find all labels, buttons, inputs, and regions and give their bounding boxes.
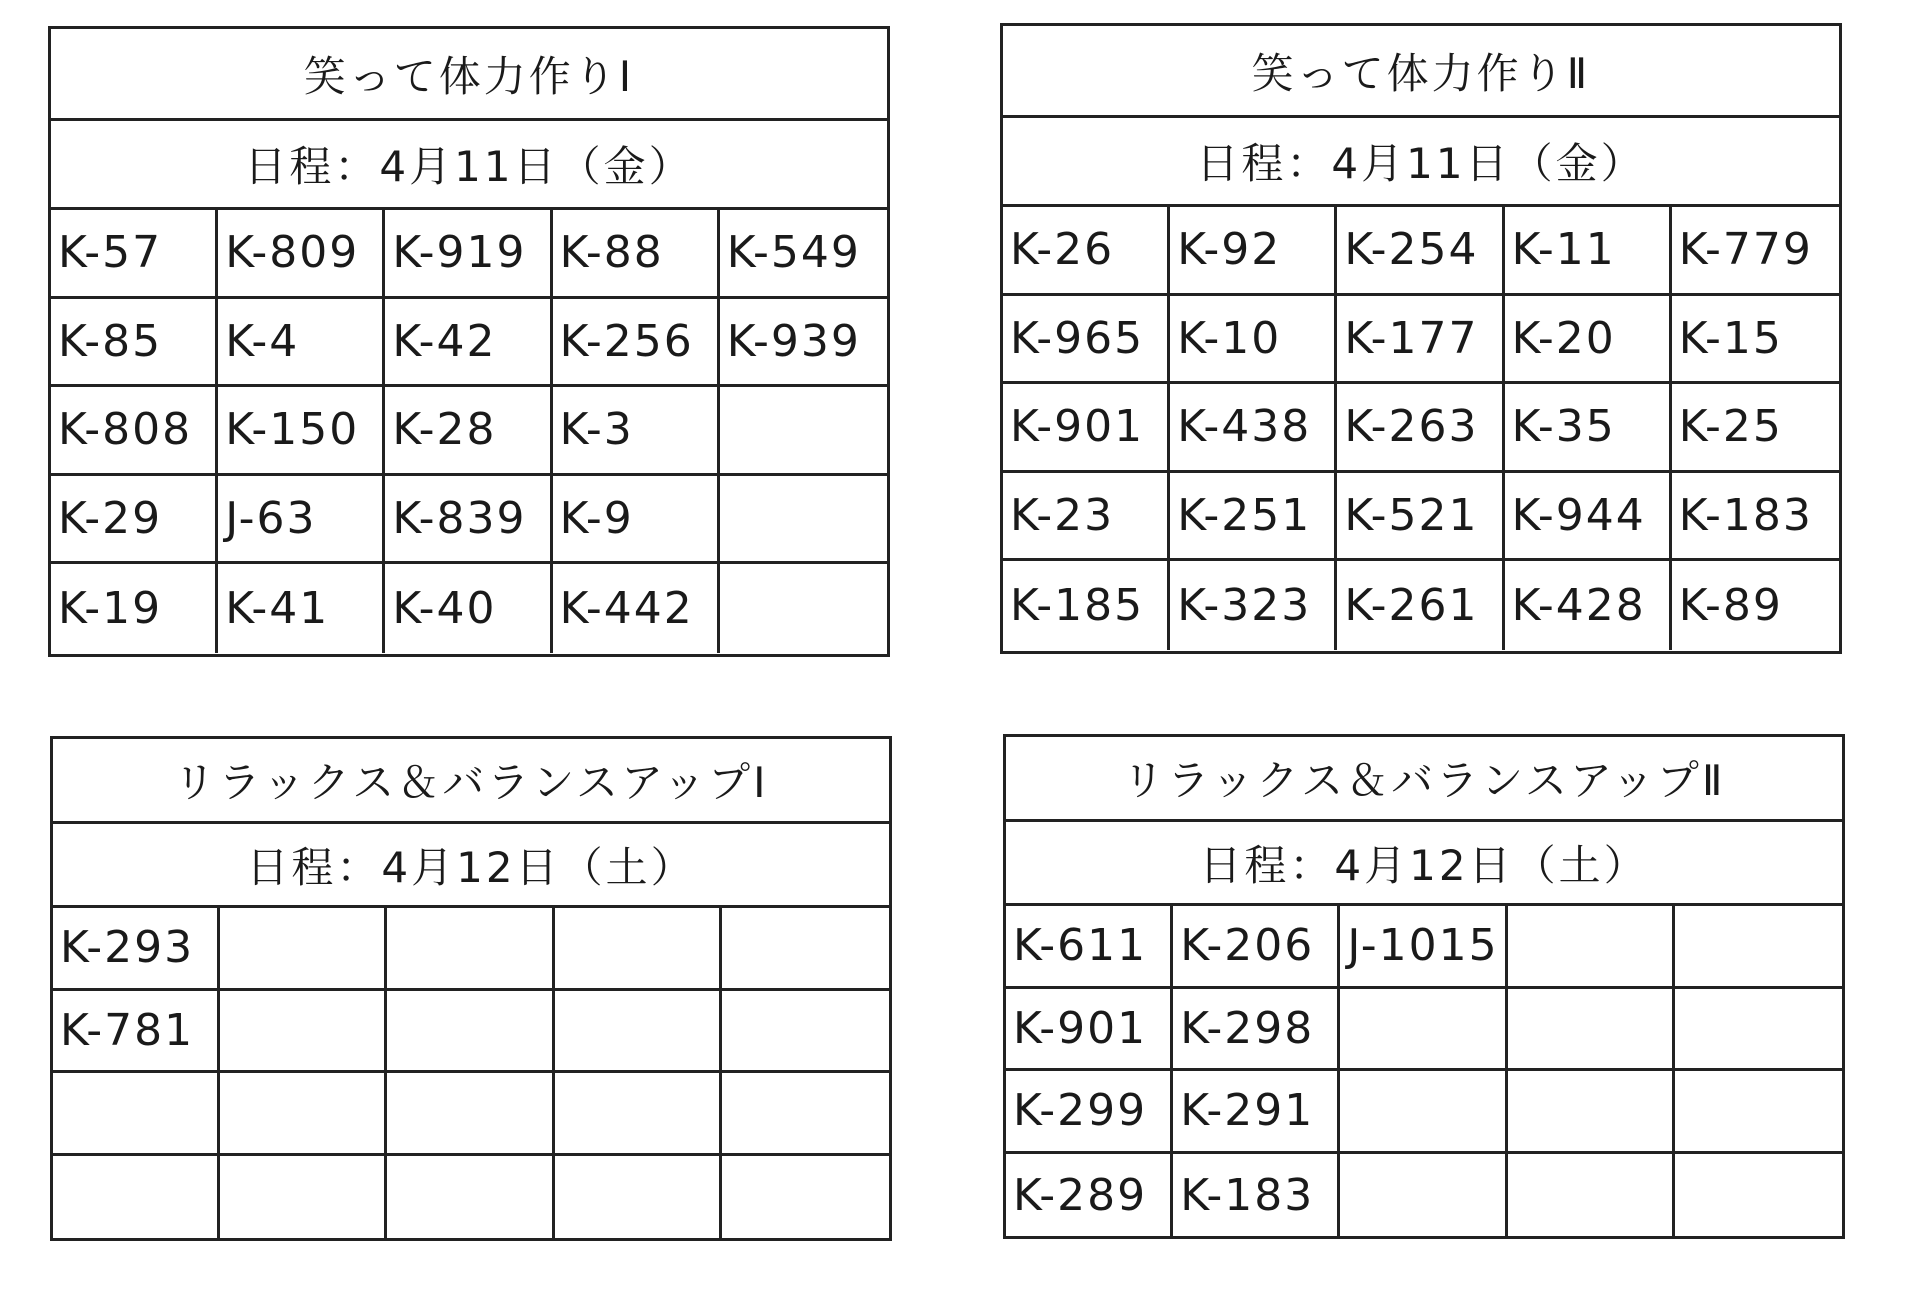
table-cell xyxy=(387,908,554,991)
table-cell: K-549 xyxy=(720,210,887,299)
table-cell: K-89 xyxy=(1678,580,1783,632)
table-schedule: 日程：4月12日（土） xyxy=(53,824,889,908)
table-cell: K-11 xyxy=(1505,207,1672,296)
table-grid xyxy=(53,908,889,1238)
table-cell xyxy=(1340,1154,1507,1237)
table-cell xyxy=(220,908,387,991)
table-cell: K-261 xyxy=(1337,561,1504,650)
table-cell xyxy=(722,1156,889,1239)
table-title: リラックス＆バランスアップⅠ xyxy=(53,739,889,824)
table-cell: K-251 xyxy=(1170,473,1337,562)
table-schedule: 日程：4月11日（金） xyxy=(51,121,887,210)
table-cell: K-185 xyxy=(1003,561,1170,650)
table-cell xyxy=(1340,1071,1507,1154)
table-cell xyxy=(387,1156,554,1239)
table-cell: K-10 xyxy=(1170,296,1337,385)
table-cell: K-40 xyxy=(385,564,552,653)
table-title: 笑って体力作りⅡ xyxy=(1003,26,1839,118)
table-cell xyxy=(220,991,387,1074)
table-cell xyxy=(1675,1154,1842,1237)
table-cell xyxy=(555,908,722,991)
table-grid xyxy=(1006,906,1842,1236)
table-cell: K-428 xyxy=(1505,561,1672,650)
table-cell: K-919 xyxy=(385,210,552,299)
table-cell xyxy=(722,1073,889,1156)
table-cell: K-781 xyxy=(53,991,220,1074)
table-cell: K-965 xyxy=(1003,296,1170,385)
table-cell xyxy=(1508,989,1675,1072)
table-cell xyxy=(387,1073,554,1156)
table-cell: K-944 xyxy=(1505,473,1672,562)
table-cell: K-901 xyxy=(1003,384,1170,473)
table-schedule: 日程：4月11日（金） xyxy=(1003,118,1839,207)
table-cell: K-3 xyxy=(553,387,720,476)
table-cell: K-88 xyxy=(553,210,720,299)
table-cell: K-183 xyxy=(1173,1154,1340,1237)
table-cell: K-808 xyxy=(51,387,218,476)
table-cell: K-92 xyxy=(1170,207,1337,296)
table-cell: J-1015 xyxy=(1340,906,1507,989)
table-cell xyxy=(720,476,887,565)
schedule-table-3 xyxy=(50,736,892,1241)
table-cell xyxy=(220,1073,387,1156)
schedule-table-4 xyxy=(1003,734,1845,1239)
table-cell xyxy=(1340,989,1507,1072)
schedule-table-1 xyxy=(48,26,890,657)
table-cell: K-263 xyxy=(1337,384,1504,473)
table-cell: K-256 xyxy=(553,299,720,388)
table-cell xyxy=(722,908,889,991)
table-cell: K-9 xyxy=(553,476,720,565)
table-cell xyxy=(1508,1071,1675,1154)
table-grid xyxy=(1003,207,1839,650)
table-cell: K-809 xyxy=(218,210,385,299)
table-cell: K-29 xyxy=(51,476,218,565)
table-cell xyxy=(1675,1071,1842,1154)
table-cell: K-26 xyxy=(1003,207,1170,296)
table-cell xyxy=(53,1156,220,1239)
table-cell xyxy=(1675,906,1842,989)
table-cell: K-15 xyxy=(1672,296,1839,385)
table-cell xyxy=(722,991,889,1074)
table-cell xyxy=(555,1073,722,1156)
table-cell: K-521 xyxy=(1337,473,1504,562)
table-cell: K-289 xyxy=(1006,1154,1173,1237)
table-cell: K-23 xyxy=(1003,473,1170,562)
table-cell: K-28 xyxy=(385,387,552,476)
table-cell: K-183 xyxy=(1672,473,1839,562)
table-cell xyxy=(720,564,887,653)
table-grid xyxy=(51,210,887,653)
table-cell: K-35 xyxy=(1505,384,1672,473)
table-cell: K-177 xyxy=(1337,296,1504,385)
table-cell: K-779 xyxy=(1672,207,1839,296)
table-cell xyxy=(387,991,554,1074)
table-cell: K-25 xyxy=(1672,384,1839,473)
table-cell: K-939 xyxy=(720,299,887,388)
table-cell: K-150 xyxy=(218,387,385,476)
table-cell: K-42 xyxy=(385,299,552,388)
table-cell xyxy=(1508,906,1675,989)
table-cell xyxy=(1675,989,1842,1072)
table-cell: K-206 xyxy=(1173,906,1340,989)
table-cell: K-442 xyxy=(553,564,720,653)
table-cell: K-85 xyxy=(51,299,218,388)
table-title: 笑って体力作りⅠ xyxy=(51,29,887,121)
table-cell: K-611 xyxy=(1006,906,1173,989)
table-cell: K-291 xyxy=(1173,1071,1340,1154)
table-title: リラックス＆バランスアップⅡ xyxy=(1006,737,1842,822)
table-cell: K-254 xyxy=(1337,207,1504,296)
table-cell: K-323 xyxy=(1170,561,1337,650)
table-cell xyxy=(720,387,887,476)
table-cell: K-20 xyxy=(1505,296,1672,385)
table-cell: K-4 xyxy=(218,299,385,388)
table-cell: K-41 xyxy=(218,564,385,653)
table-cell: J-63 xyxy=(218,476,385,565)
table-cell: K-298 xyxy=(1173,989,1340,1072)
table-cell: K-438 xyxy=(1170,384,1337,473)
schedule-table-2 xyxy=(1000,23,1842,654)
table-cell xyxy=(53,1073,220,1156)
table-schedule: 日程：4月12日（土） xyxy=(1006,822,1842,906)
table-cell xyxy=(1508,1154,1675,1237)
table-cell xyxy=(220,1156,387,1239)
table-cell: K-293 xyxy=(53,908,220,991)
table-cell: K-839 xyxy=(385,476,552,565)
table-cell xyxy=(555,1156,722,1239)
table-cell: K-299 xyxy=(1006,1071,1173,1154)
table-cell: K-57 xyxy=(51,210,218,299)
table-cell: K-901 xyxy=(1006,989,1173,1072)
table-cell xyxy=(555,991,722,1074)
table-cell: K-19 xyxy=(51,564,218,653)
